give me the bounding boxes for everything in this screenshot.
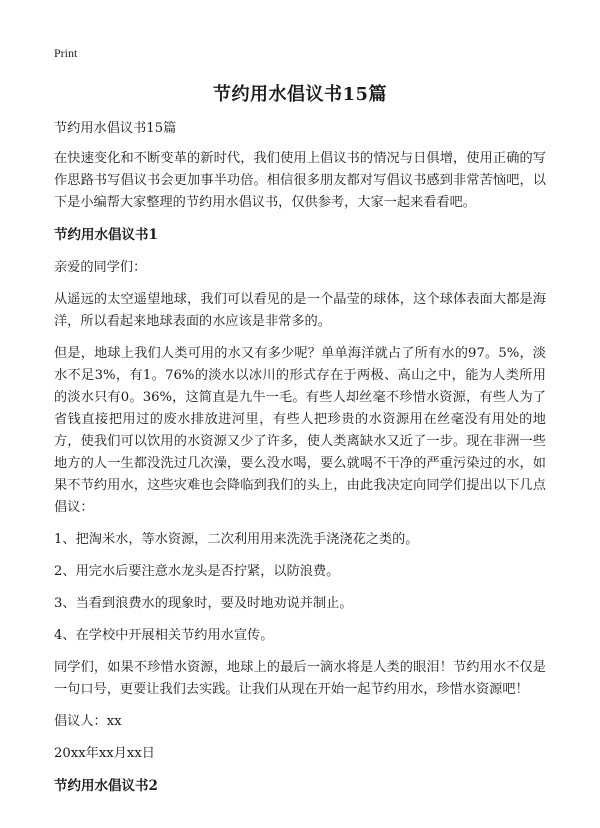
proposal-item-3: 3、当看到浪费水的现象时，要及时地劝说并制止。 xyxy=(54,596,353,611)
intro-paragraph: 在快速变化和不断变革的新时代，我们使用上倡议书的情况与日俱增，使用正确的写作思路书写倡议书会更加事半功倍。相信很多朋友都对写倡议书感到非常苦恼吧，以下是小编帮大家整理的节约用水倡议书，仅供参考，大家一起来看看吧。 xyxy=(54,151,546,210)
section-1-heading: 节约用水倡议书1 xyxy=(54,227,158,243)
signature: 倡议人：xx xyxy=(54,714,122,729)
closing-paragraph: 同学们，如果不珍惜水资源，地球上的最后一滴水将是人类的眼泪！节约用水不仅是一句口号，更要让我们去实践。让我们从现在开始一起节约用水，珍惜水资源吧！ xyxy=(54,660,546,697)
print-link[interactable]: Print xyxy=(54,46,78,60)
proposal-item-1: 1、把淘米水，等水资源，二次利用用来洗洗手浇浇花之类的。 xyxy=(54,532,419,547)
proposal-item-2: 2、用完水后要注意水龙头是否拧紧，以防浪费。 xyxy=(54,564,340,579)
document-body xyxy=(54,118,546,808)
greeting: 亲爱的同学们： xyxy=(54,260,147,275)
paragraph-earth: 从遥远的太空遥望地球，我们可以看见的是一个晶莹的球体，这个球体表面大都是海洋，所以看起来地球表面的水应该是非常多的。 xyxy=(54,292,546,329)
paragraph-water-facts: 但是，地球上我们人类可用的水又有多少呢？单单海洋就占了所有水的97。5%，淡水不足3%，有1。76%的淡水以冰川的形式存在于两极、高山之中，能为人类所用的淡水只有0。36%，这简直是九牛一毛。有些人却丝毫不珍惜水资源，有些人为了省钱直接把用过的废水排放进河里，有些人把珍贵的水资源用在丝毫没有用处的地方，使我们可以饮用的水资源又少了许多，使人类离缺水又近了一步。现在非洲一些地方的人一生都没洗过几次澡，要么没水喝，要么就喝不干净的严重污染过的水，如果不节约用水，这些灾难也会降临到我们的头上，由此我决定向同学们提出以下几点倡议： xyxy=(54,346,546,515)
date: 20xx年xx月xx日 xyxy=(54,746,155,761)
subtitle: 节约用水倡议书15篇 xyxy=(54,121,177,136)
page-title: 节约用水倡议书15篇 xyxy=(212,84,388,105)
section-2-heading: 节约用水倡议书2 xyxy=(54,778,158,794)
proposal-item-4: 4、在学校中开展相关节约用水宣传。 xyxy=(54,628,274,643)
